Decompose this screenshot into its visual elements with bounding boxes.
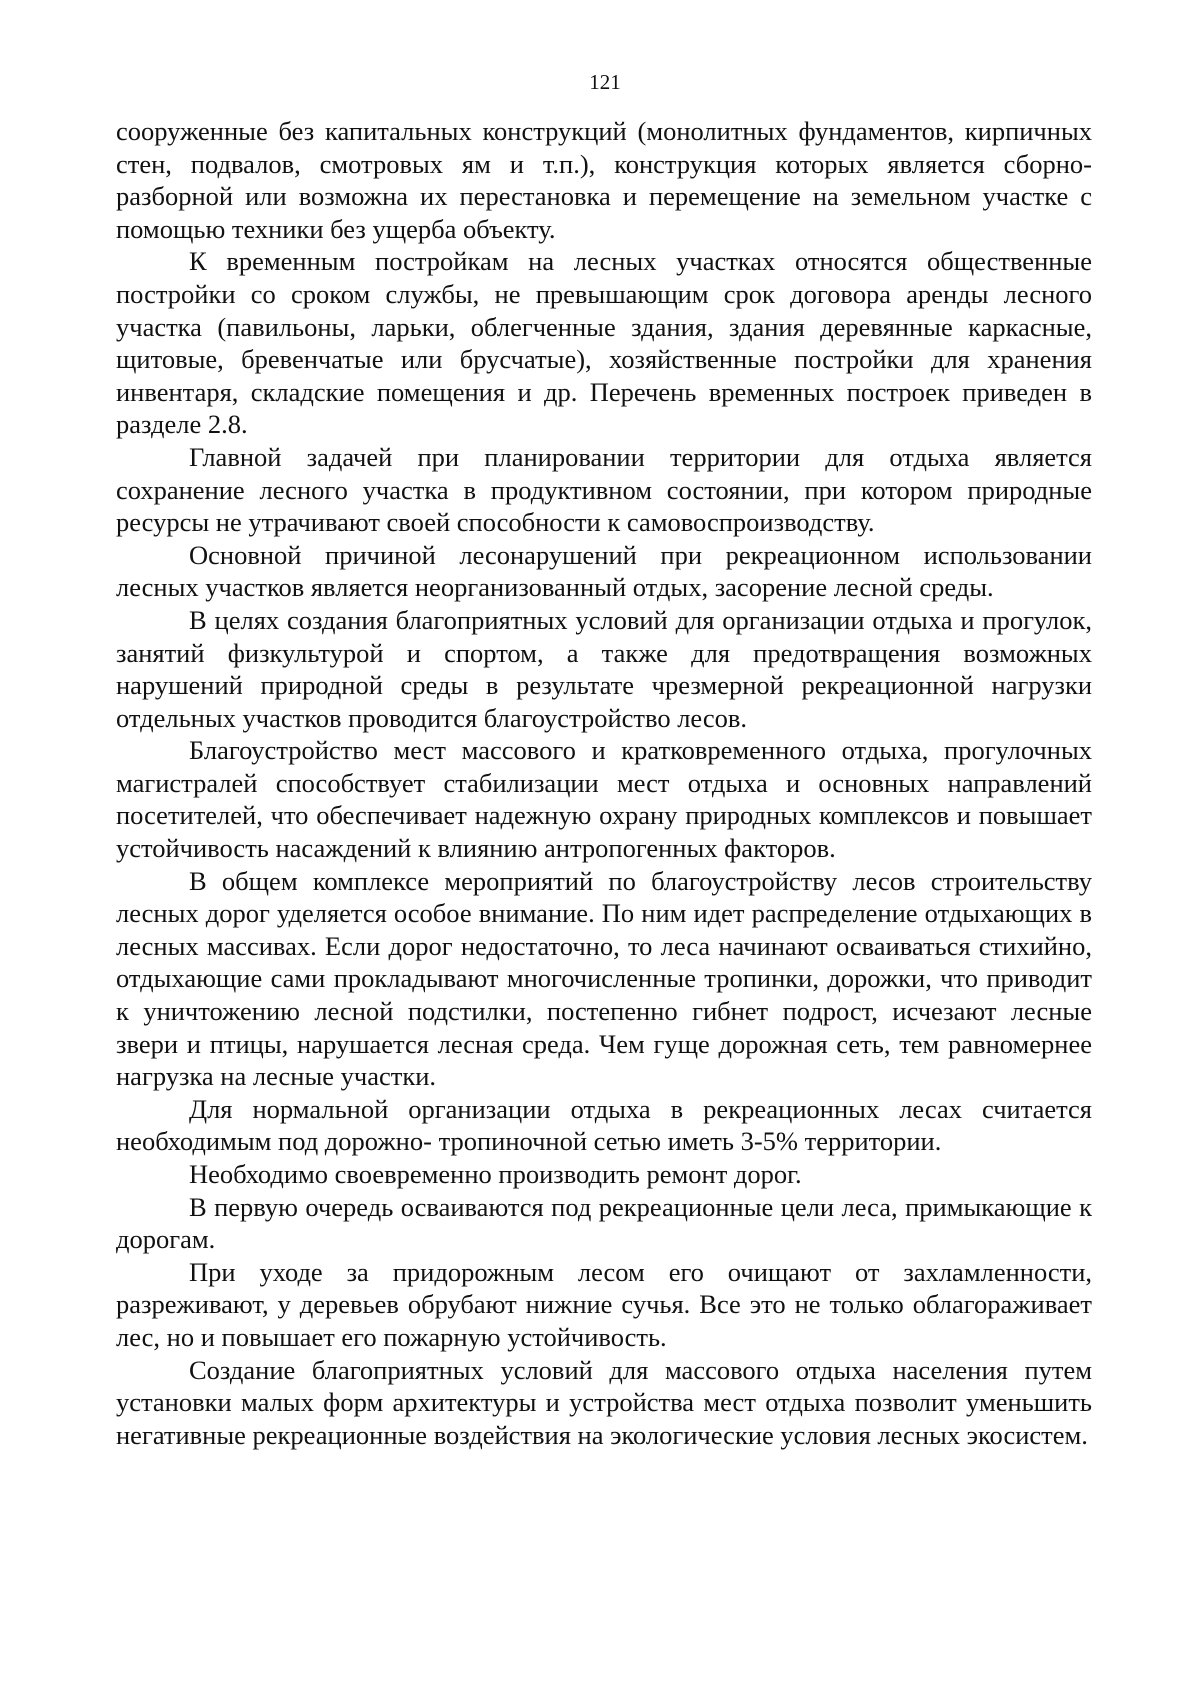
paragraph-first-priority: В первую очередь осваиваются под рекреационные цели леса, примыкающие к дорогам. xyxy=(116,1191,1092,1255)
paragraph-small-architecture: Создание благоприятных условий для массового отдыха населения путем установки малых форм архитектуры и устройства мест отдыха позволит уменьшить негативные рекреационные воздействия на экологические условия лесных экосистем. xyxy=(116,1354,1092,1450)
paragraph-road-network-share: Для нормальной организации отдыха в рекреационных лесах считается необходимым под дорожно- тропиночной сетью иметь 3-5% территории. xyxy=(116,1093,1092,1157)
paragraph-forest-roads: В общем комплексе мероприятий по благоустройству лесов строительству лесных дорог уделяется особое внимание. По ним идет распределение отдыхающих в лесных массивах. Если дорог недостаточно, то леса начинают осваиваться стихийно, отдыхающие сами прокладывают многочисленные тропинки, дорожки, что приводит к уничтожению лесной подстилки, постепенно гибнет подрост, исчезают лесные звери и птицы, нарушается лесная среда. Чем гуще дорожная сеть, тем равномернее нагрузка на лесные участки. xyxy=(116,865,1092,1092)
paragraph-roadside-care: При уходе за придорожным лесом его очищают от захламленности, разреживают, у деревьев обрубают нижние сучья. Все это не только облагораживает лес, но и повышает его пожарную устойчивость. xyxy=(116,1256,1092,1352)
paragraph-main-task: Главной задачей при планировании территории для отдыха является сохранение лесного участка в продуктивном состоянии, при котором природные ресурсы не утрачивают своей способности к самовоспроизводству. xyxy=(116,441,1092,538)
document-body xyxy=(116,115,1092,1451)
paragraph-favorable-conditions: В целях создания благоприятных условий для организации отдыха и прогулок, занятий физкультурой и спортом, а также для предотвращения возможных нарушений природной среды в результате чрезмерной рекреационной нагрузки отдельных участков проводится благоустройство лесов. xyxy=(116,604,1092,733)
paragraph-landscaping: Благоустройство мест массового и кратковременного отдыха, прогулочных магистралей способствует стабилизации мест отдыха и основных направлений посетителей, что обеспечивает надежную охрану природных комплексов и повышает устойчивость насаждений к влиянию антропогенных факторов. xyxy=(116,735,1092,864)
paragraph-temporary-buildings: К временным постройкам на лесных участках относятся общественные постройки со сроком службы, не превышающим срок договора аренды лесного участка (павильоны, ларьки, облегченные здания, здания деревянные каркасные, щитовые, бревенчатые или брусчатые), хозяйственные постройки для хранения инвентаря, складские помещения и др. Перечень временных построек приведен в разделе 2.8. xyxy=(116,246,1092,440)
paragraph-violations-cause: Основной причиной лесонарушений при рекреационном использовании лесных участков является неорганизованный отдых, засорение лесной среды. xyxy=(116,539,1092,603)
paragraph-continuation: сооруженные без капитальных конструкций (монолитных фундаментов, кирпичных стен, подвалов, смотровых ям и т.п.), конструкция которых является сборно-разборной или возможна их перестановка и перемещение на земельном участке с помощью техники без ущерба объекту. xyxy=(116,116,1092,244)
paragraph-road-repair: Необходимо своевременно производить ремонт дорог. xyxy=(189,1159,802,1189)
page-number: 121 xyxy=(589,70,621,94)
